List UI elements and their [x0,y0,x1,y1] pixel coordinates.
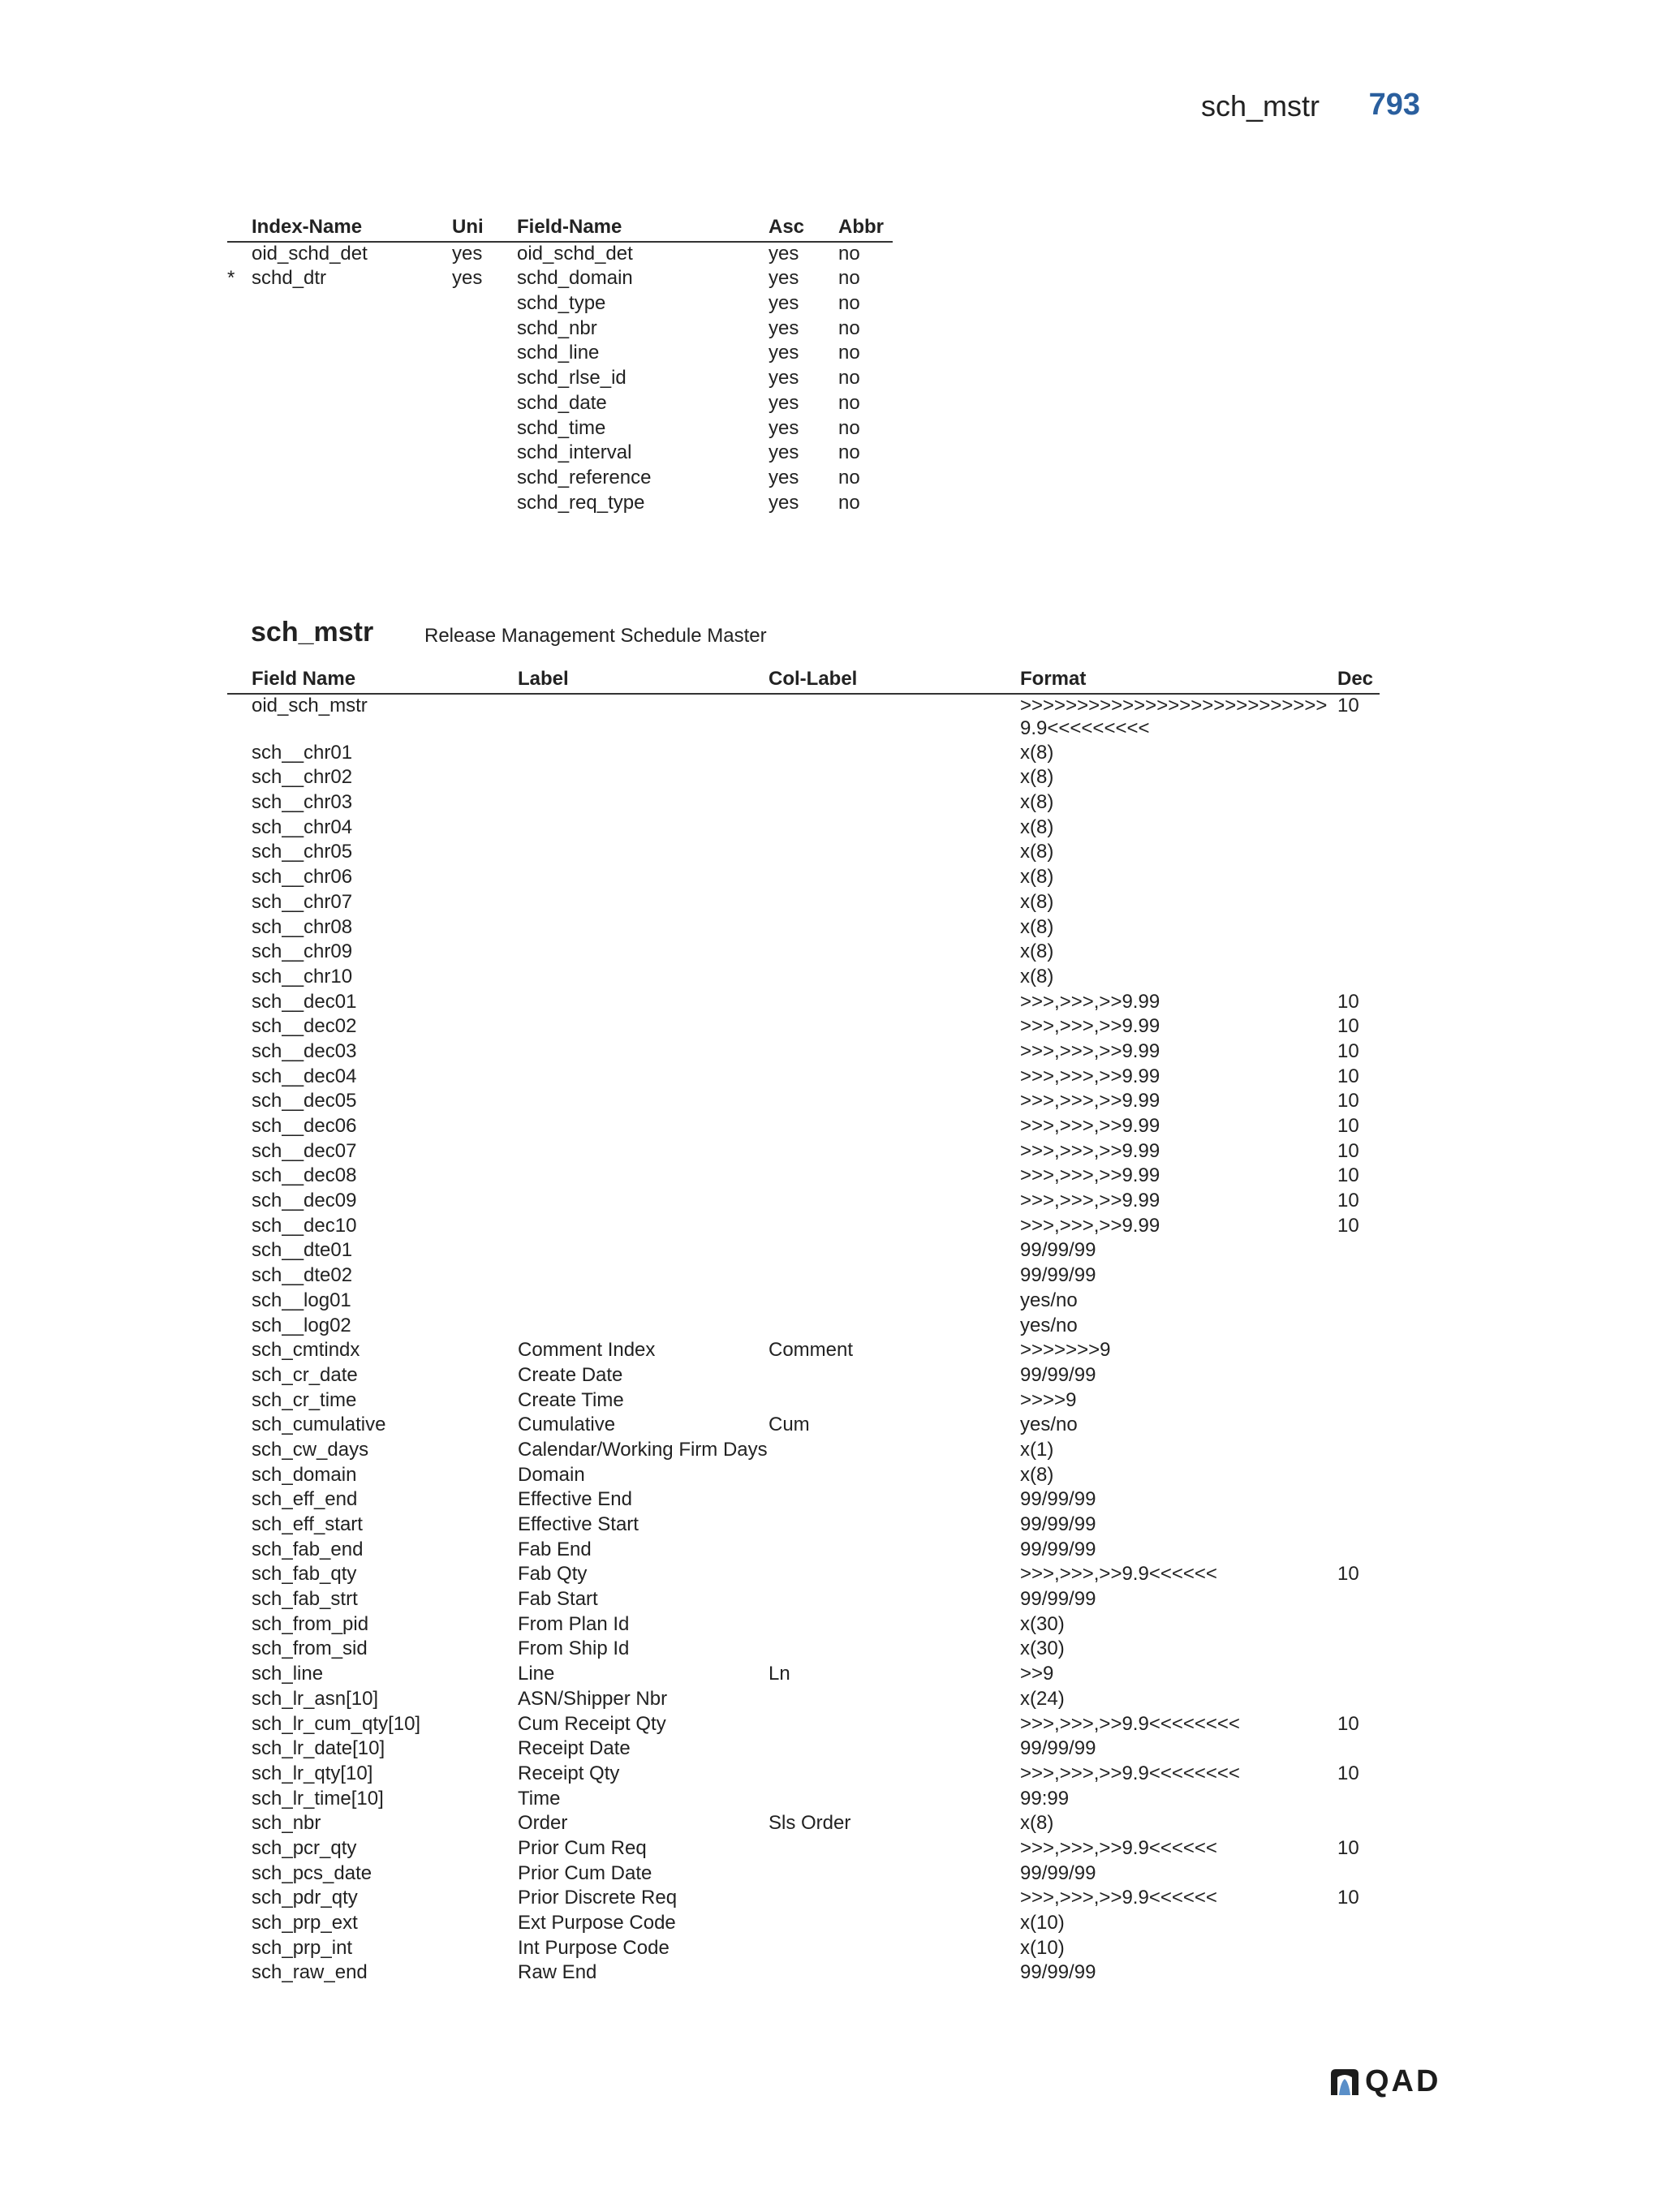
index-table-body [227,243,893,517]
field-name: sch_lr_qty[10] [252,1762,373,1784]
field-format: x(10) [1020,1936,1065,1959]
field-name: sch__dec10 [252,1214,357,1237]
field-format: 99/99/99 [1020,1961,1096,1984]
index-unique: yes [452,242,483,265]
field-format: >>>,>>>,>>9.99 [1020,1039,1160,1062]
index-row [227,417,893,442]
field-row [227,1762,1380,1788]
field-format: >>>,>>>,>>9.99 [1020,1115,1160,1137]
field-name: sch__dte02 [252,1264,353,1287]
index-abbr: no [838,316,860,339]
field-format: x(8) [1020,890,1054,913]
field-label: Cumulative [518,1414,616,1436]
field-row [227,1588,1380,1613]
field-row [227,1215,1380,1240]
field-name: sch__chr05 [252,841,353,863]
index-field-name: schd_type [517,292,606,315]
field-label: Effective Start [518,1513,639,1535]
field-row [227,1065,1380,1091]
field-row [227,1488,1380,1513]
field-format: x(8) [1020,791,1054,814]
field-name: sch__chr10 [252,965,353,988]
col-col-label: Col-Label [769,668,858,690]
field-name: sch_domain [252,1463,357,1486]
field-row [227,1264,1380,1289]
col-field-name: Field-Name [517,216,622,238]
index-asc: yes [769,267,799,290]
field-name: sch__chr01 [252,741,353,764]
index-field-name: schd_nbr [517,316,597,339]
field-name: sch_from_sid [252,1637,368,1660]
field-format: >>>,>>>,>>9.99 [1020,1065,1160,1087]
index-name: oid_schd_det [252,242,368,265]
field-col-label: Comment [769,1339,854,1362]
field-dec: 10 [1337,1164,1359,1187]
field-name: sch_fab_end [252,1538,364,1560]
index-table [227,216,893,516]
index-field-name: schd_time [517,416,606,439]
field-row [227,1837,1380,1862]
qad-logo-icon [1329,2068,1360,2097]
index-row [227,342,893,367]
field-format: x(24) [1020,1687,1065,1710]
field-name: sch_pcs_date [252,1861,372,1884]
field-row [227,1389,1380,1414]
field-row [227,991,1380,1016]
field-format: >>>,>>>,>>9.99 [1020,1190,1160,1212]
field-name: sch_cw_days [252,1438,369,1461]
index-asc: yes [769,316,799,339]
index-row [227,492,893,517]
field-col-label: Ln [769,1663,790,1685]
field-name: sch_nbr [252,1812,321,1835]
field-format: x(30) [1020,1637,1065,1660]
index-row [227,441,893,467]
field-name: sch_cumulative [252,1414,386,1436]
field-format: x(8) [1020,1812,1054,1835]
field-row [227,966,1380,991]
col-field-name: Field Name [252,668,356,690]
field-table [227,668,1380,1986]
field-format: 99:99 [1020,1787,1070,1810]
field-row [227,1015,1380,1040]
index-row [227,292,893,317]
index-name: schd_dtr [252,267,327,290]
field-label: Time [518,1787,561,1810]
field-label: Prior Cum Req [518,1836,647,1859]
col-format: Format [1020,668,1087,690]
col-dec: Dec [1337,668,1374,690]
field-name: sch_raw_end [252,1961,368,1984]
field-row [227,742,1380,767]
field-name: sch__dec01 [252,990,357,1013]
field-row [227,816,1380,841]
field-name: sch_cr_date [252,1363,358,1386]
col-index-name: Index-Name [252,216,363,238]
field-dec: 10 [1337,1039,1359,1062]
field-table-header [227,668,1380,695]
index-abbr: no [838,416,860,439]
index-field-name: schd_rlse_id [517,367,626,389]
field-dec: 10 [1337,990,1359,1013]
index-abbr: no [838,367,860,389]
index-field-name: schd_date [517,391,607,414]
field-format: >>>,>>>,>>9.9<<<<<< [1020,1563,1217,1586]
index-field-name: schd_line [517,342,600,364]
field-dec: 10 [1337,1712,1359,1735]
field-name: sch__dec08 [252,1164,357,1187]
field-format: 99/99/99 [1020,1737,1096,1760]
index-field-name: schd_domain [517,267,633,290]
field-label: Receipt Date [518,1737,631,1760]
field-format: >>>,>>>,>>9.9<<<<<< [1020,1887,1217,1909]
field-name: sch_lr_cum_qty[10] [252,1712,421,1735]
field-dec: 10 [1337,1563,1359,1586]
field-label: ASN/Shipper Nbr [518,1687,668,1710]
index-abbr: no [838,441,860,464]
field-row [227,1613,1380,1638]
field-row [227,1788,1380,1813]
field-col-label: Sls Order [769,1812,851,1835]
field-row [227,1737,1380,1762]
field-dec: 10 [1337,1065,1359,1087]
field-format: >>>,>>>,>>9.99 [1020,1090,1160,1112]
field-name: sch__chr08 [252,915,353,938]
field-format: 99/99/99 [1020,1513,1096,1535]
index-row [227,243,893,268]
field-name: sch__dec02 [252,1015,357,1038]
field-name: sch_fab_qty [252,1563,357,1586]
field-format: x(8) [1020,741,1054,764]
field-format: x(8) [1020,841,1054,863]
field-format: 99/99/99 [1020,1588,1096,1611]
field-format: >>9 [1020,1663,1054,1685]
field-row [227,1040,1380,1065]
field-name: sch_fab_strt [252,1588,358,1611]
field-label: Ext Purpose Code [518,1912,676,1934]
field-name: sch__chr04 [252,816,353,838]
field-label: Calendar/Working Firm Days [518,1438,768,1461]
field-format: x(1) [1020,1438,1054,1461]
field-dec: 10 [1337,1214,1359,1237]
index-asc: yes [769,416,799,439]
field-format: >>>>>>>9 [1020,1339,1111,1362]
index-row [227,392,893,417]
field-label: Receipt Qty [518,1762,620,1784]
field-row [227,940,1380,966]
field-row [227,1414,1380,1439]
qad-logo [1329,2064,1440,2099]
index-field-name: oid_schd_det [517,242,633,265]
field-row [227,1812,1380,1837]
field-name: sch_pcr_qty [252,1836,357,1859]
field-name: sch__chr09 [252,940,353,963]
field-row [227,1713,1380,1738]
field-row [227,1663,1380,1688]
field-row [227,1140,1380,1165]
field-row [227,791,1380,816]
field-row [227,1164,1380,1190]
field-row [227,1090,1380,1115]
field-name: sch_pdr_qty [252,1887,358,1909]
field-format: >>>>>>>>>>>>>>>>>>>>>>>>>>>9.9<<<<<<<<< [1020,694,1328,739]
field-row [227,1961,1380,1986]
field-table-body [227,695,1380,1986]
index-field-name: schd_reference [517,466,652,488]
index-abbr: no [838,491,860,514]
field-label: From Ship Id [518,1637,630,1660]
field-row [227,1364,1380,1389]
index-asc: yes [769,292,799,315]
page-header-title: sch_mstr [1200,89,1320,123]
field-row [227,841,1380,866]
field-dec: 10 [1337,1139,1359,1162]
field-name: sch_lr_asn[10] [252,1687,379,1710]
field-name: oid_sch_mstr [252,694,368,717]
field-row [227,1339,1380,1364]
field-row [227,1539,1380,1564]
index-abbr: no [838,466,860,488]
field-row [227,1190,1380,1215]
index-abbr: no [838,267,860,290]
table-description: Release Management Schedule Master [424,625,767,647]
field-format: >>>,>>>,>>9.99 [1020,990,1160,1013]
field-format: x(8) [1020,816,1054,838]
field-label: Int Purpose Code [518,1936,670,1959]
field-label: Create Date [518,1363,623,1386]
field-format: x(8) [1020,866,1054,889]
index-asc: yes [769,242,799,265]
field-row [227,1887,1380,1912]
index-asc: yes [769,466,799,488]
index-abbr: no [838,342,860,364]
field-row [227,1239,1380,1264]
index-row [227,267,893,292]
field-name: sch__dte01 [252,1239,353,1262]
field-label: Line [518,1663,555,1685]
field-col-label: Cum [769,1414,810,1436]
qad-logo-text: QAD [1365,2064,1441,2098]
index-asc: yes [769,491,799,514]
field-label: Prior Cum Date [518,1861,652,1884]
index-asc: yes [769,441,799,464]
index-field-name: schd_interval [517,441,632,464]
field-label: Fab Qty [518,1563,588,1586]
field-label: Effective End [518,1488,632,1511]
field-name: sch__dec06 [252,1115,357,1137]
field-label: Cum Receipt Qty [518,1712,666,1735]
field-name: sch_eff_start [252,1513,363,1535]
index-asc: yes [769,367,799,389]
field-format: x(10) [1020,1912,1065,1934]
index-abbr: no [838,292,860,315]
col-label: Label [518,668,569,690]
index-asc: yes [769,342,799,364]
field-row [227,766,1380,791]
field-row [227,1637,1380,1663]
field-format: x(30) [1020,1612,1065,1635]
field-format: x(8) [1020,965,1054,988]
index-row [227,467,893,492]
field-format: yes/no [1020,1414,1078,1436]
field-label: Fab Start [518,1588,598,1611]
field-format: >>>,>>>,>>9.9<<<<<< [1020,1836,1217,1859]
index-row [227,317,893,342]
field-name: sch__log01 [252,1289,351,1311]
field-row [227,1289,1380,1315]
index-row [227,367,893,392]
col-asc: Asc [769,216,805,238]
index-table-header [227,216,893,243]
field-name: sch_prp_ext [252,1912,358,1934]
field-row [227,1912,1380,1937]
field-name: sch__chr06 [252,866,353,889]
field-format: >>>,>>>,>>9.99 [1020,1139,1160,1162]
field-name: sch_from_pid [252,1612,369,1635]
field-dec: 10 [1337,1836,1359,1859]
field-row [227,866,1380,891]
field-format: 99/99/99 [1020,1239,1096,1262]
field-name: sch__log02 [252,1314,351,1336]
index-abbr: no [838,391,860,414]
field-name: sch__chr03 [252,791,353,814]
primary-index-marker: * [227,267,235,290]
field-name: sch_eff_end [252,1488,358,1511]
field-format: >>>,>>>,>>9.9<<<<<<<< [1020,1712,1240,1735]
field-label: Create Time [518,1388,624,1411]
field-format: 99/99/99 [1020,1488,1096,1511]
field-row [227,1937,1380,1962]
field-dec: 10 [1337,1887,1359,1909]
field-label: Fab End [518,1538,592,1560]
field-row [227,1439,1380,1464]
field-name: sch__chr07 [252,890,353,913]
field-row [227,891,1380,916]
field-name: sch__dec03 [252,1039,357,1062]
field-label: Prior Discrete Req [518,1887,678,1909]
field-format: >>>,>>>,>>9.99 [1020,1214,1160,1237]
field-dec: 10 [1337,1090,1359,1112]
field-name: sch__dec05 [252,1090,357,1112]
field-name: sch__dec07 [252,1139,357,1162]
field-label: Domain [518,1463,585,1486]
field-format: yes/no [1020,1314,1078,1336]
field-dec: 10 [1337,1015,1359,1038]
field-format: >>>,>>>,>>9.9<<<<<<<< [1020,1762,1240,1784]
field-dec: 10 [1337,694,1359,717]
field-row [227,695,1380,742]
field-name: sch_cmtindx [252,1339,360,1362]
field-format: x(8) [1020,940,1054,963]
field-format: 99/99/99 [1020,1538,1096,1560]
field-label: From Plan Id [518,1612,630,1635]
page-number: 793 [1368,88,1420,122]
field-name: sch__dec04 [252,1065,357,1087]
index-asc: yes [769,391,799,414]
field-row [227,1563,1380,1588]
field-format: 99/99/99 [1020,1861,1096,1884]
field-row [227,1688,1380,1713]
field-row [227,1513,1380,1539]
field-dec: 10 [1337,1115,1359,1137]
field-name: sch_line [252,1663,324,1685]
field-format: yes/no [1020,1289,1078,1311]
col-abbr: Abbr [838,216,884,238]
index-unique: yes [452,267,483,290]
field-label: Raw End [518,1961,597,1984]
field-format: 99/99/99 [1020,1264,1096,1287]
field-dec: 10 [1337,1190,1359,1212]
table-name: sch_mstr [251,617,374,648]
index-abbr: no [838,242,860,265]
field-row [227,1464,1380,1489]
field-format: x(8) [1020,1463,1054,1486]
field-format: x(8) [1020,766,1054,789]
field-row [227,1862,1380,1887]
field-name: sch__chr02 [252,766,353,789]
field-name: sch_cr_time [252,1388,357,1411]
field-label: Order [518,1812,568,1835]
field-name: sch_prp_int [252,1936,353,1959]
field-row [227,916,1380,941]
field-name: sch_lr_time[10] [252,1787,384,1810]
field-format: 99/99/99 [1020,1363,1096,1386]
field-row [227,1115,1380,1140]
field-row [227,1315,1380,1340]
field-format: >>>,>>>,>>9.99 [1020,1164,1160,1187]
field-format: >>>>9 [1020,1388,1077,1411]
col-uni: Uni [452,216,484,238]
field-dec: 10 [1337,1762,1359,1784]
field-name: sch__dec09 [252,1190,357,1212]
field-format: x(8) [1020,915,1054,938]
field-name: sch_lr_date[10] [252,1737,385,1760]
field-label: Comment Index [518,1339,656,1362]
field-format: >>>,>>>,>>9.99 [1020,1015,1160,1038]
index-field-name: schd_req_type [517,491,645,514]
